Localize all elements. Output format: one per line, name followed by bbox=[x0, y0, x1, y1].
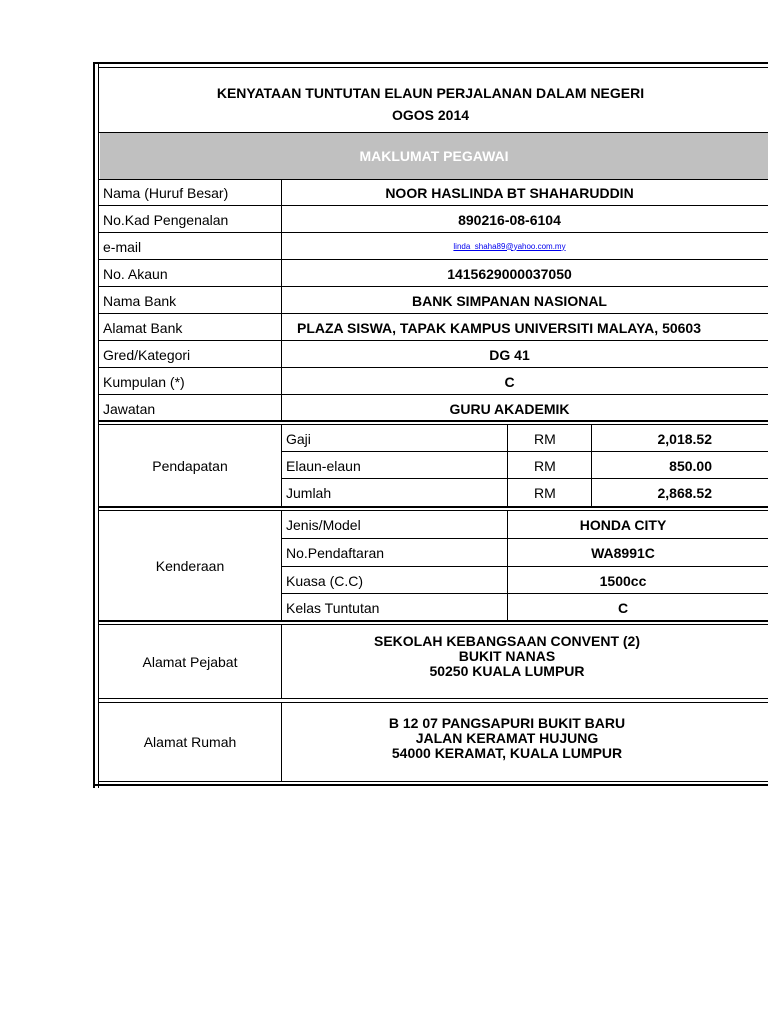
value-ic: 890216-08-6104 bbox=[458, 211, 561, 228]
section-line bbox=[98, 506, 768, 508]
amount-gaji: 2,018.52 bbox=[657, 430, 712, 447]
pejabat-line-1: SEKOLAH KEBANGSAAN CONVENT (2) bbox=[373, 633, 640, 649]
pejabat-line-3: 50250 KUALA LUMPUR bbox=[429, 663, 585, 679]
row-line bbox=[98, 340, 768, 341]
currency-jumlah: RM bbox=[534, 485, 556, 501]
form-title: KENYATAAN TUNTUTAN ELAUN PERJALANAN DALAM NEGERI bbox=[216, 85, 645, 101]
value-email-cell bbox=[282, 233, 737, 260]
pendapatan-label: Pendapatan bbox=[152, 458, 228, 474]
row-line bbox=[98, 286, 768, 287]
rumah-line-1: B 12 07 PANGSAPURI BUKIT BARU bbox=[388, 715, 626, 731]
amount-jumlah: 2,868.52 bbox=[657, 485, 712, 501]
row-line bbox=[98, 394, 768, 395]
alamat-rumah-label: Alamat Rumah bbox=[143, 734, 237, 750]
row-label-ic: No.Kad Pengenalan bbox=[103, 211, 229, 228]
item-pendaftaran: No.Pendaftaran bbox=[286, 544, 385, 561]
form-period: OGOS 2014 bbox=[391, 107, 470, 123]
value-akaun: 1415629000037050 bbox=[447, 265, 572, 282]
bottom-border-outer bbox=[93, 784, 768, 786]
column-line bbox=[507, 425, 508, 507]
item-elaun: Elaun-elaun bbox=[286, 457, 361, 474]
value-alamat-bank: PLAZA SISWA, TAPAK KAMPUS UNIVERSITI MALAYA, 50603 bbox=[297, 319, 701, 336]
row-line bbox=[98, 367, 768, 368]
top-border-outer bbox=[93, 62, 768, 64]
row-label-gred: Gred/Kategori bbox=[103, 346, 191, 363]
value-kuasa: 1500cc bbox=[599, 572, 647, 589]
top-border-inner bbox=[98, 67, 768, 68]
currency-gaji: RM bbox=[534, 430, 556, 447]
amount-elaun: 850.00 bbox=[669, 457, 712, 474]
row-label-nama: Nama (Huruf Besar) bbox=[103, 184, 229, 201]
row-label-akaun: No. Akaun bbox=[103, 265, 168, 282]
row-label-kumpulan: Kumpulan (*) bbox=[103, 373, 185, 390]
pejabat-line-2: BUKIT NANAS bbox=[458, 648, 556, 664]
item-gaji: Gaji bbox=[286, 430, 311, 447]
kenderaan-label: Kenderaan bbox=[155, 558, 225, 574]
row-label-jawatan: Jawatan bbox=[103, 400, 156, 417]
bottom-border-inner bbox=[98, 781, 768, 782]
section-header: MAKLUMAT PEGAWAI bbox=[100, 133, 768, 179]
value-jenis: HONDA CITY bbox=[579, 517, 667, 533]
item-jenis: Jenis/Model bbox=[286, 517, 361, 533]
row-label-alamat-bank: Alamat Bank bbox=[103, 319, 183, 336]
row-label-email: e-mail bbox=[103, 238, 142, 255]
alamat-rumah-value bbox=[282, 716, 732, 766]
section-line bbox=[98, 698, 768, 699]
value-bank: BANK SIMPANAN NASIONAL bbox=[412, 292, 607, 309]
value-nama: NOOR HASLINDA BT SHAHARUDDIN bbox=[385, 184, 634, 201]
left-border-outer bbox=[93, 62, 95, 788]
section-line bbox=[98, 420, 768, 422]
currency-elaun: RM bbox=[534, 457, 556, 474]
rumah-line-3: 54000 KERAMAT, KUALA LUMPUR bbox=[391, 745, 623, 761]
row-line bbox=[98, 259, 768, 260]
row-line bbox=[98, 205, 768, 206]
email-link[interactable]: linda_shaha89@yahoo.com.my bbox=[453, 241, 566, 251]
column-line bbox=[281, 179, 282, 422]
value-kelas: C bbox=[617, 599, 629, 616]
row-line bbox=[98, 232, 768, 233]
claim-form bbox=[93, 62, 768, 788]
item-kuasa: Kuasa (C.C) bbox=[286, 572, 364, 589]
value-jawatan: GURU AKADEMIK bbox=[449, 400, 570, 417]
value-gred: DG 41 bbox=[489, 346, 530, 363]
alamat-pejabat-value bbox=[282, 634, 732, 684]
value-kumpulan: C bbox=[504, 373, 515, 390]
value-pendaftaran: WA8991C bbox=[591, 544, 655, 561]
rumah-line-2: JALAN KERAMAT HUJUNG bbox=[415, 730, 599, 746]
row-label-bank: Nama Bank bbox=[103, 292, 177, 309]
item-jumlah: Jumlah bbox=[286, 485, 332, 501]
section-line bbox=[98, 620, 768, 622]
item-kelas: Kelas Tuntutan bbox=[286, 599, 380, 616]
alamat-pejabat-label: Alamat Pejabat bbox=[142, 653, 238, 670]
row-line bbox=[98, 313, 768, 314]
